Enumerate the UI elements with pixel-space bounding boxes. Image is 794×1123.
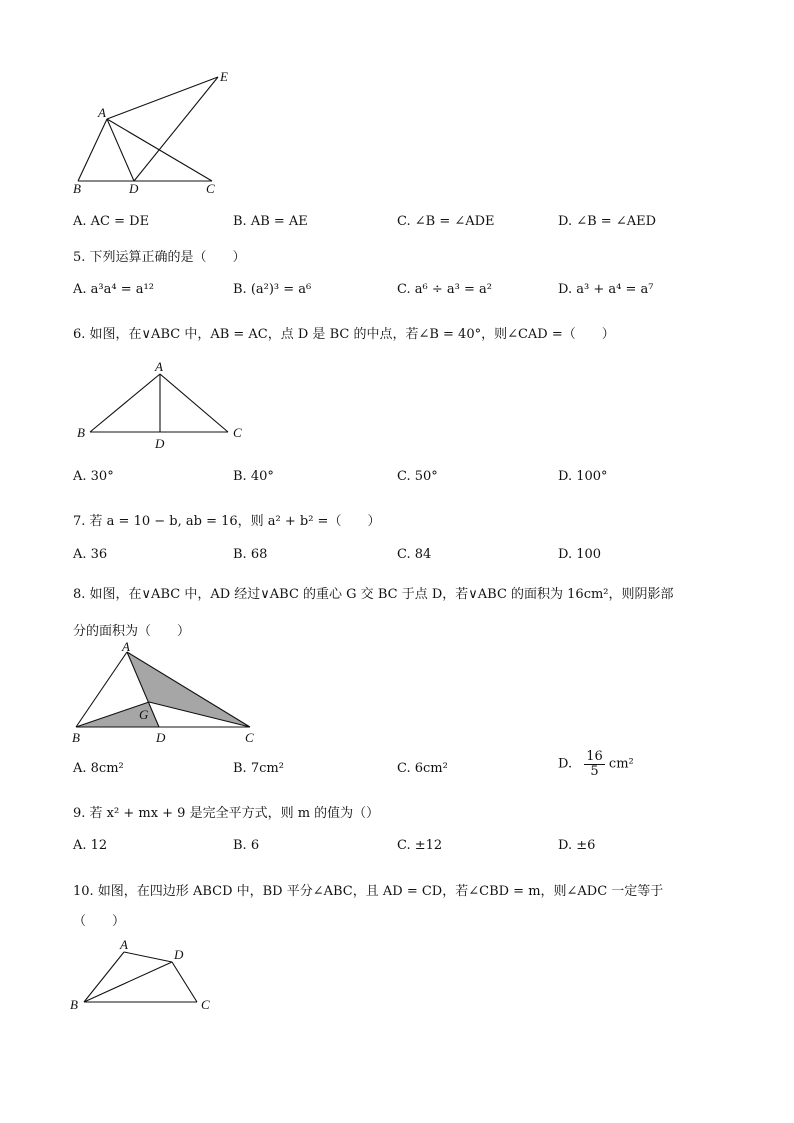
q8-option-d[interactable] bbox=[558, 750, 634, 778]
q5-option-d[interactable]: D. a³ + a⁴ = a⁷ bbox=[558, 282, 654, 297]
label-D: D bbox=[174, 947, 184, 962]
figure-q8 bbox=[62, 640, 272, 750]
figure-q6 bbox=[70, 358, 260, 453]
q8-stem-line2: 分的面积为（ ） bbox=[73, 624, 191, 639]
label-C: C bbox=[245, 730, 254, 745]
label-B: B bbox=[70, 997, 78, 1012]
q8-option-d-denominator: 5 bbox=[590, 763, 599, 779]
q4-option-a[interactable]: A. AC = DE bbox=[73, 214, 150, 229]
q6-option-a[interactable]: A. 30° bbox=[73, 469, 114, 484]
label-A: A bbox=[120, 937, 128, 952]
q9-option-d[interactable]: D. ±6 bbox=[558, 838, 596, 853]
label-G: G bbox=[139, 707, 149, 722]
label-D: D bbox=[155, 436, 165, 451]
label-A: A bbox=[155, 359, 163, 374]
q4-option-d[interactable]: D. ∠B = ∠AED bbox=[558, 214, 657, 229]
q5-option-a[interactable]: A. a³a⁴ = a¹² bbox=[73, 282, 154, 297]
label-E: E bbox=[220, 69, 228, 84]
q8-option-d-fraction bbox=[584, 750, 605, 778]
q7-option-a[interactable]: A. 36 bbox=[73, 547, 108, 562]
label-C: C bbox=[206, 181, 215, 196]
label-B: B bbox=[72, 730, 80, 745]
q7-option-d[interactable]: D. 100 bbox=[558, 547, 602, 562]
q10-stem-line1: 10. 如图，在四边形 ABCD 中，BD 平分∠ABC，且 AD = CD，若∠CBD = m，则∠ADC 一定等于 bbox=[73, 884, 664, 899]
figure-q4 bbox=[60, 65, 250, 200]
q6-option-d[interactable]: D. 100° bbox=[558, 469, 608, 484]
q6-option-c[interactable]: C. 50° bbox=[397, 469, 438, 484]
q6-option-b[interactable]: B. 40° bbox=[233, 469, 274, 484]
q5-option-c[interactable]: C. a⁶ ÷ a³ = a² bbox=[397, 282, 492, 297]
q8-option-c[interactable]: C. 6cm² bbox=[397, 761, 448, 776]
q9-stem: 9. 若 x² + mx + 9 是完全平方式，则 m 的值为（） bbox=[73, 806, 380, 821]
q9-option-b[interactable]: B. 6 bbox=[233, 838, 260, 853]
q7-option-c[interactable]: C. 84 bbox=[397, 547, 432, 562]
label-A: A bbox=[98, 105, 106, 120]
label-D: D bbox=[129, 181, 139, 196]
q4-option-b[interactable]: B. AB = AE bbox=[233, 214, 308, 229]
label-B: B bbox=[73, 181, 81, 196]
q9-option-c[interactable]: C. ±12 bbox=[397, 838, 443, 853]
q7-option-b[interactable]: B. 68 bbox=[233, 547, 268, 562]
q8-option-d-unit: cm² bbox=[608, 756, 634, 772]
label-A: A bbox=[122, 640, 130, 654]
label-C: C bbox=[233, 425, 242, 440]
q9-option-a[interactable]: A. 12 bbox=[73, 838, 108, 853]
label-D: D bbox=[156, 730, 166, 745]
q6-stem: 6. 如图，在∨ABC 中，AB = AC，点 D 是 BC 的中点，若∠B = 40°，则∠CAD =（ ） bbox=[73, 327, 615, 342]
q8-option-d-prefix: D. bbox=[558, 756, 573, 772]
q8-option-a[interactable]: A. 8cm² bbox=[73, 761, 124, 776]
q8-option-d-numerator: 16 bbox=[586, 749, 603, 764]
label-B: B bbox=[77, 425, 85, 440]
figure-q10 bbox=[62, 932, 232, 1017]
q4-option-c[interactable]: C. ∠B = ∠ADE bbox=[397, 214, 495, 229]
label-C: C bbox=[201, 997, 210, 1012]
q7-stem: 7. 若 a = 10 − b, ab = 16，则 a² + b² =（ ） bbox=[73, 514, 381, 529]
q8-stem-line1: 8. 如图，在∨ABC 中，AD 经过∨ABC 的重心 G 交 BC 于点 D，若∨ABC 的面积为 16cm²，则阴影部 bbox=[73, 587, 674, 602]
q5-option-b[interactable]: B. (a²)³ = a⁶ bbox=[233, 282, 312, 297]
q10-stem-line2: （ ） bbox=[73, 914, 126, 929]
q5-stem: 5. 下列运算正确的是（ ） bbox=[73, 250, 246, 265]
q8-option-b[interactable]: B. 7cm² bbox=[233, 761, 284, 776]
